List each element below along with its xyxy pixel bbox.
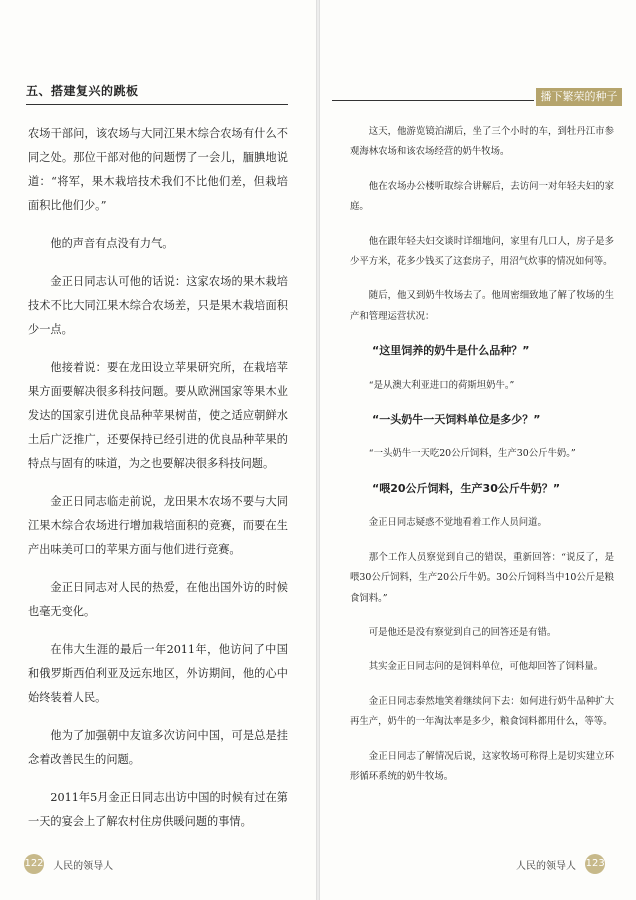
book-title-left: 人民的领导人 [53, 860, 114, 872]
right-body-text [350, 122, 614, 801]
left-running-header [26, 82, 288, 105]
left-page [0, 0, 316, 900]
right-running-header [332, 88, 622, 108]
paragraph: 金正日同志临走前说，龙田果木农场不要与大同江果木综合农场进行增加栽培面积的竞赛，而要在生产出味美可口的苹果方面与他们进行竞赛。 [28, 495, 288, 556]
paragraph: 金正日同志疑惑不觉地看着工作人员问道。 [368, 517, 547, 529]
paragraph: 这天，他游览镜泊湖后，坐了三个小时的车，到牡丹江市参观海林农场和该农场经营的奶牛牧场。 [350, 126, 614, 158]
paragraph: 他在跟年轻夫妇交谈时详细地问，家里有几口人，房子是多少平方米，花多少钱买了这套房子，用沼气炊事的情况如何等。 [350, 235, 614, 268]
paragraph: “一头奶牛一天吃20公斤饲料，生产30公斤牛奶。” [368, 448, 576, 460]
chapter-title: 五、搭建复兴的跳板 [26, 84, 139, 98]
paragraph: 在伟大生涯的最后一年2011年，他访问了中国和俄罗斯西伯利亚及远东地区，外访期间，他的心中始终装着人民。 [28, 643, 288, 704]
left-footer [24, 854, 144, 876]
right-footer [510, 854, 620, 876]
paragraph: 可是他还是没有察觉到自己的回答还是有错。 [368, 626, 557, 638]
paragraph: 那个工作人员察觉到自己的错误，重新回答：“说反了，是喂30公斤饲料，生产20公斤牛奶。30公斤饲料当中10公斤是粮食饲料。” [350, 551, 614, 604]
paragraph: 他在农场办公楼听取综合讲解后，去访问一对年轻夫妇的家庭。 [350, 180, 614, 213]
paragraph: 随后，他又到奶牛牧场去了。他周密细致地了解了牧场的生产和管理运营状况： [350, 290, 614, 322]
page-number-right: 123 [585, 854, 605, 874]
header-rule [26, 104, 288, 105]
book-title-right: 人民的领导人 [516, 860, 576, 872]
paragraph: 其实金正日同志问的是饲料单位，可他却回答了饲料量。 [368, 661, 604, 673]
section-tag: 播下繁荣的种子 [536, 88, 622, 106]
question-paragraph: “这里饲养的奶牛是什么品种？” [372, 344, 530, 358]
paragraph: “是从澳大利亚进口的荷斯坦奶牛。” [368, 379, 515, 391]
left-body-text [28, 122, 288, 848]
paragraph: 他接着说：要在龙田设立苹果研究所，在栽培苹果方面要解决很多科技问题。要从欧洲国家等果木业发达的国家引进优良品种苹果树苗，使之适应朝鲜水土后广泛推广，还要保持已经引进的优良品种苹果的特点与固有的味道，为之也要解决很多科技问题。 [28, 361, 288, 470]
paragraph: 他的声音有点没有力气。 [50, 237, 174, 250]
right-page [320, 0, 636, 900]
question-paragraph: “一头奶牛一天饲料单位是多少？” [372, 413, 541, 427]
question-paragraph: “喂20公斤饲料，生产30公斤牛奶？” [372, 481, 561, 495]
header-rule [332, 100, 534, 101]
paragraph: 金正日同志泰然地笑着继续问下去：如何进行奶牛品种扩大再生产，奶牛的一年淘汰率是多少，粮食饲料都用什么，等等。 [350, 695, 614, 728]
page-number-left: 122 [24, 854, 44, 874]
paragraph: 金正日同志了解情况后说，这家牧场可称得上是切实建立环形循环系统的奶牛牧场。 [350, 750, 614, 782]
paragraph: 金正日同志对人民的热爱，在他出国外访的时候也毫无变化。 [28, 581, 288, 618]
paragraph: 2011年5月金正日同志出访中国的时候有过在第一天的宴会上了解农村住房供暖问题的事情。 [28, 791, 288, 828]
paragraph: 他为了加强朝中友谊多次访问中国，可是总是挂念着改善民生的问题。 [28, 729, 288, 766]
paragraph: 金正日同志认可他的话说：这家农场的果木栽培技术不比大同江果木综合农场差，只是果木栽培面积少一点。 [28, 275, 288, 336]
paragraph: 农场干部问，该农场与大同江果木综合农场有什么不同之处。那位干部对他的问题愣了一会儿，腼腆地说道：“将军，果木栽培技术我们不比他们差，但栽培面积比他们少。” [28, 127, 288, 212]
